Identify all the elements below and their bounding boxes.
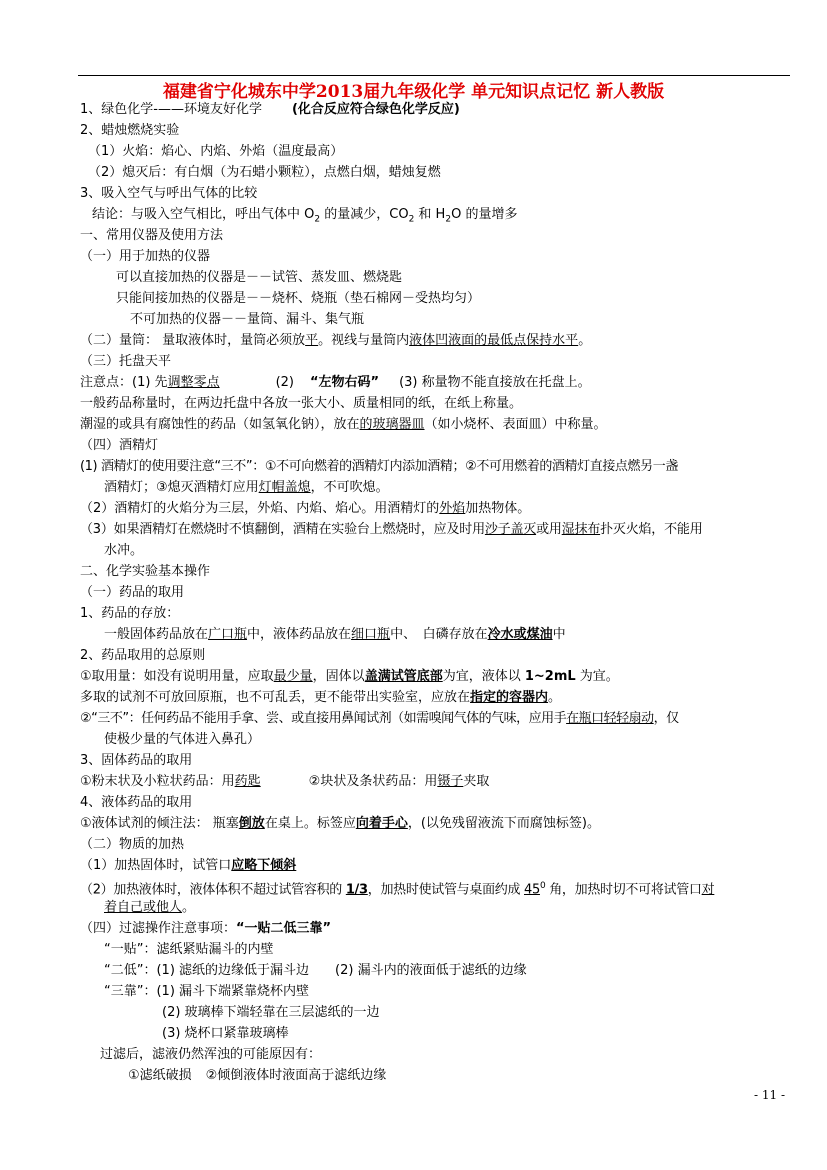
line: 着自己或他人。: [104, 900, 196, 915]
document-body: [80, 99, 792, 1086]
page-number: - 11 -: [753, 1088, 785, 1102]
line: （二）量筒： 量取液体时，量筒必须放平。视线与量筒内液体凹液面的最低点保持水平。: [80, 333, 592, 348]
line: 酒精灯；③熄灭酒精灯应用灯帽盖熄，不可吹熄。: [104, 480, 389, 495]
line: （四）酒精灯: [80, 438, 159, 453]
line: “二低”：(1) 滤纸的边缘低于漏斗边 (2) 漏斗内的液面低于滤纸的边缘: [104, 963, 527, 978]
line: （一）药品的取用: [80, 585, 185, 600]
line: （1）火焰：焰心、内焰、外焰（温度最高）: [88, 144, 344, 159]
line: （3）如果酒精灯在燃烧时不慎翻倒，酒精在实验台上燃烧时，应及时用沙子盖灭或用湿抹布扑灭火焰，不能用: [80, 522, 703, 537]
line: （2）熄灭后：有白烟（为石蜡小颗粒），点燃白烟，蜡烛复燃: [88, 165, 441, 180]
line: 多取的试剂不可放回原瓶，也不可乱丢，更不能带出实验室，应放在指定的容器内。: [80, 690, 562, 705]
document-title: 福建省宁化城东中学2013届九年级化学 单元知识点记忆 新人教版: [162, 82, 665, 102]
line: 不可加热的仪器－－量筒、漏斗、集气瓶: [130, 312, 365, 327]
line: 一般固体药品放在广口瓶中，液体药品放在细口瓶中、 白磷存放在冷水或煤油中: [104, 627, 566, 642]
line: 使极少量的气体进入鼻孔）: [104, 732, 261, 747]
line: 二、化学实验基本操作: [80, 564, 211, 579]
line: 水冲。: [104, 543, 144, 558]
line: 一般药品称量时，在两边托盘中各放一张大小、质量相同的纸，在纸上称量。: [80, 396, 523, 411]
line: （1）加热固体时，试管口应略下倾斜: [80, 858, 297, 873]
line: （四）过滤操作注意事项：“一贴二低三靠”: [80, 921, 332, 936]
line: 1、药品的存放：: [80, 606, 180, 621]
line: 2、药品取用的总原则: [80, 648, 206, 663]
line: ①取用量：如没有说明用量，应取最少量，固体以盖满试管底部为宜，液体以 1~2mL 为宜。: [80, 669, 619, 684]
line: ②“三不”：任何药品不能用手拿、尝、或直接用鼻闻试剂（如需嗅闻气体的气味，应用手在瓶口轻轻扇动，仅: [80, 711, 679, 726]
line: （2）酒精灯的火焰分为三层，外焰、内焰、焰心。用酒精灯的外焰加热物体。: [80, 501, 531, 516]
line: ①液体试剂的倾注法： 瓶塞倒放在桌上。标签应向着手心，(以免残留液流下而腐蚀标签)。: [80, 816, 600, 831]
line: ①粉末状及小粒状药品：用药匙 ②块状及条状药品：用镊子夹取: [80, 774, 490, 789]
line: （一）用于加热的仪器: [80, 249, 211, 264]
line: (1) 酒精灯的使用要注意“三不”：①不可向燃着的酒精灯内添加酒精；②不可用燃着的酒精灯直接点燃另一盏: [80, 459, 678, 474]
line: 结论：与吸入空气相比，呼出气体中 $O_2$ 的量减少，$CO_2$ 和 $H_2O$ 的量增多: [92, 207, 518, 225]
line: 3、固体药品的取用: [80, 753, 193, 768]
line: ①滤纸破损 ②倾倒液体时液面高于滤纸边缘: [128, 1068, 387, 1083]
line: “一贴”：滤纸紧贴漏斗的内壁: [104, 942, 274, 957]
line: （2）加热液体时，液体体积不超过试管容积的 1/3，加热时使试管与桌面约成 $45^0$ 角，加热时切不可将试管口对: [80, 881, 715, 898]
line: 2、蜡烛燃烧实验: [80, 123, 180, 138]
line: 4、液体药品的取用: [80, 795, 193, 810]
line: （三）托盘天平: [80, 354, 172, 369]
line: (3) 烧杯口紧靠玻璃棒: [162, 1026, 289, 1041]
line: 3、吸入空气与呼出气体的比较: [80, 186, 258, 201]
line: “三靠”：(1) 漏斗下端紧靠烧杯内壁: [104, 984, 310, 999]
line: 一、常用仪器及使用方法: [80, 228, 224, 243]
line: (2) 玻璃棒下端轻靠在三层滤纸的一边: [162, 1005, 380, 1020]
line: （二）物质的加热: [80, 837, 185, 852]
line: 潮湿的或具有腐蚀性的药品（如氢氧化钠），放在的玻璃器皿（如小烧杯、表面皿）中称量。: [80, 417, 607, 432]
line: 注意点：(1) 先调整零点 (2) “左物右码” (3) 称量物不能直接放在托盘上。: [80, 375, 591, 390]
line: 1、绿色化学-——环境友好化学 (化合反应符合绿色化学反应): [80, 102, 460, 117]
line: 只能间接加热的仪器是－－烧杯、烧瓶（垫石棉网－受热均匀）: [116, 291, 481, 306]
header-rule: [78, 75, 790, 76]
line: 可以直接加热的仪器是－－试管、蒸发皿、燃烧匙: [116, 270, 403, 285]
line: 过滤后，滤液仍然浑浊的可能原因有：: [100, 1047, 322, 1062]
